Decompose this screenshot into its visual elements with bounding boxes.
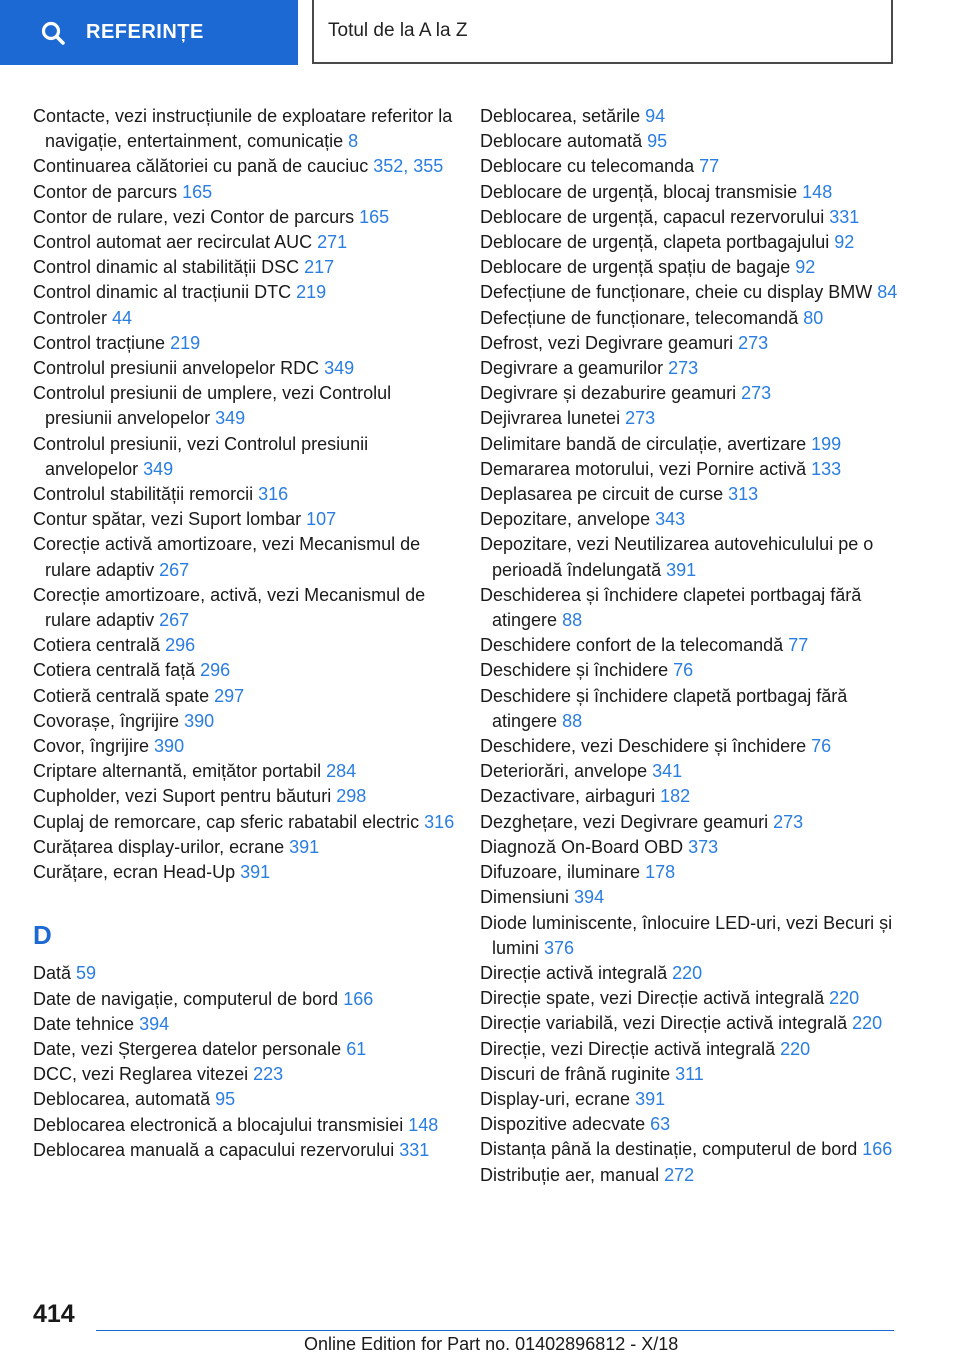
page-link[interactable]: 349 [143,458,174,479]
index-entry [33,381,463,431]
page-link[interactable]: 92 [795,257,816,278]
page-link[interactable]: 296 [200,660,231,681]
entry-text: Diagnoză On-Board OBD [480,836,689,857]
page-link[interactable]: 341 [652,761,683,782]
entry-text: Controlul presiunii de umplere, vezi Controlul presiunii anvelopelor [33,383,392,429]
page-link[interactable]: 95 [647,131,668,152]
entry-text: DCC, vezi Reglarea vitezei [33,1064,254,1085]
page-link[interactable]: 217 [304,257,335,278]
index-entry [480,684,900,734]
entry-text: Curățarea display-urilor, ecrane [33,836,290,857]
page-link[interactable]: 88 [562,610,583,631]
index-column-left [33,104,463,1163]
page-link[interactable]: 273 [738,332,769,353]
page-link[interactable]: 178 [645,862,676,883]
index-entry [480,406,900,431]
index-entry [33,684,463,709]
index-entry [480,331,900,356]
entry-text: Cotiera centrală față [33,660,201,681]
entry-text: Date, vezi Ștergerea datelor personale [33,1038,347,1059]
index-entry [480,230,900,255]
entry-text: Defecțiune de funcționare, telecomandă [480,307,804,328]
page-link[interactable]: 59 [76,963,97,984]
index-entry [480,306,900,331]
index-entry [33,154,463,179]
page-link[interactable]: 298 [336,786,367,807]
page-link[interactable]: 273 [741,383,772,404]
entry-text: Deblocare automată [480,131,648,152]
page-link[interactable]: 349 [324,358,355,379]
page-link[interactable]: 219 [296,282,327,303]
entry-text: Contor de parcurs [33,181,183,202]
index-entry [480,911,900,961]
page-link[interactable]: 77 [699,156,720,177]
search-icon [40,20,66,46]
index-entry [33,180,463,205]
entry-text: Deblocare de urgență spațiu de bagaje [480,257,796,278]
index-entry [480,658,900,683]
page-link[interactable]: 391 [240,862,271,883]
index-entry [480,1062,900,1087]
page-link[interactable]: 165 [182,181,213,202]
page-link[interactable]: 61 [346,1038,367,1059]
index-entry [33,280,463,305]
page-link[interactable]: 273 [625,408,656,429]
index-entry [33,104,463,154]
entry-text: Deblocarea, setările [480,106,646,126]
entry-text: Delimitare bandă de circulație, avertizare [480,433,812,454]
entry-text: Direcție, vezi Direcție activă integrală [480,1038,781,1059]
index-entry [33,1138,463,1163]
tab-references[interactable] [0,0,298,65]
entry-text: Cotiera centrală [33,635,166,656]
entry-text: Deblocare de urgență, blocaj transmisie [480,181,803,202]
entry-text: Criptare alternantă, emițător portabil [33,761,327,782]
page-link[interactable]: 219 [170,332,201,353]
entry-text: Distribuție aer, manual [480,1164,665,1185]
index-entry [33,306,463,331]
index-entry [33,1087,463,1112]
index-entry [480,583,900,633]
index-entry [480,104,900,129]
tab-label: REFERINȚE [86,21,204,43]
index-entry [480,482,900,507]
breadcrumb-label: Totul de la A la Z [328,20,468,41]
page-link[interactable]: 331 [829,206,860,227]
entry-text: Cotieră centrală spate [33,685,215,706]
page-link[interactable]: 316 [424,811,455,832]
entry-text: Control dinamic al tracțiunii DTC [33,282,297,303]
entry-text: Defrost, vezi Degivrare geamuri [480,332,739,353]
edition-footer: Online Edition for Part no. 01402896812 - X/18 [304,1334,679,1354]
index-entry [33,1113,463,1138]
page-link[interactable]: 166 [343,988,374,1009]
page-link[interactable]: 88 [562,710,583,731]
page-link[interactable]: 92 [834,232,855,253]
page-link[interactable]: 44 [112,307,133,328]
page-link[interactable]: 352, 355 [373,156,444,177]
entry-text: Controlul presiunii, vezi Controlul presiunii anvelopelor [33,433,369,479]
page-link[interactable]: 220 [829,988,860,1009]
page-link[interactable]: 107 [306,509,337,530]
page-link[interactable]: 94 [645,106,666,126]
index-entry [33,709,463,734]
page-link[interactable]: 390 [154,736,185,757]
entry-text: Direcție spate, vezi Direcție activă integrală [480,988,830,1009]
page-link[interactable]: 77 [788,635,809,656]
page-link[interactable]: 391 [635,1088,666,1109]
page-link[interactable]: 273 [773,811,804,832]
page-link[interactable]: 273 [668,358,699,379]
index-list-d [33,961,463,1163]
index-entry [480,1112,900,1137]
index-entry [480,457,900,482]
index-entry [480,154,900,179]
entry-text: Date de navigație, computerul de bord [33,988,344,1009]
entry-text: Curățare, ecran Head-Up [33,862,241,883]
index-entry [33,734,463,759]
entry-text: Continuarea călătoriei cu pană de cauciuc [33,156,374,177]
index-entry [480,180,900,205]
entry-text: Degivrare și dezaburire geamuri [480,383,742,404]
entry-text: Deblocarea manuală a capacului rezervorului [33,1139,400,1160]
index-entry [480,381,900,406]
page-link[interactable]: 297 [214,685,245,706]
index-entry [480,280,900,305]
header [0,0,960,66]
entry-text: Control automat aer recirculat AUC [33,232,318,253]
page-link[interactable]: 343 [655,509,686,530]
page-link[interactable]: 165 [359,206,390,227]
index-entry [480,759,900,784]
entry-text: Difuzoare, iluminare [480,862,646,883]
entry-text: Deblocare de urgență, clapeta portbagajului [480,232,835,253]
entry-text: Corecție amortizoare, activă, vezi Mecanismul de rulare adaptiv [33,584,426,631]
entry-text: Deschiderea și închidere clapetei portbagaj fără atingere [480,584,862,631]
index-entry [480,961,900,986]
entry-text: Controlul presiunii anvelopelor RDC [33,358,325,379]
page-link[interactable]: 313 [728,484,759,505]
entry-text: Distanța până la destinație, computerul de bord [480,1139,863,1160]
page-link[interactable]: 223 [253,1064,284,1085]
entry-text: Control tracțiune [33,332,171,353]
entry-text: Depozitare, vezi Neutilizarea autovehiculului pe o perioadă îndelungată [480,534,874,580]
page-link[interactable]: 271 [317,232,348,253]
section-letter: D [33,920,52,951]
index-entry [33,835,463,860]
page-link[interactable]: 376 [544,937,575,958]
page-link[interactable]: 182 [660,786,691,807]
index-entry [33,987,463,1012]
entry-text: Degivrare a geamurilor [480,358,669,379]
index-entry [33,482,463,507]
index-entry [480,255,900,280]
entry-text: Deblocare de urgență, capacul rezervorului [480,206,830,227]
index-entry [33,583,463,633]
entry-text: Cuplaj de remorcare, cap sferic rabatabil electric [33,811,425,832]
index-entry [33,230,463,255]
entry-text: Deschidere și închidere clapetă portbagaj fără atingere [480,685,848,731]
section-gap [33,953,463,961]
entry-text: Deplasarea pe circuit de curse [480,484,729,505]
page-link[interactable]: 76 [811,736,832,757]
entry-text: Deschidere și închidere [480,660,674,681]
index-entry [480,885,900,910]
page-link[interactable]: 272 [664,1164,695,1185]
entry-text: Contacte, vezi instrucțiunile de exploatare referitor la navigație, entertainment, comunicație [33,106,453,152]
index-entry [33,784,463,809]
page-link[interactable]: 394 [139,1013,170,1034]
entry-text: Cupholder, vezi Suport pentru băuturi [33,786,337,807]
index-entry [480,1037,900,1062]
page-link[interactable]: 296 [165,635,196,656]
page-link[interactable]: 80 [803,307,824,328]
index-entry [480,1087,900,1112]
entry-text: Demararea motorului, vezi Pornire activă [480,458,812,479]
index-entry [33,255,463,280]
index-entry [33,759,463,784]
page-link[interactable]: 311 [675,1063,704,1084]
index-entry [33,860,463,885]
index-entry [480,532,900,582]
index-entry [480,356,900,381]
index-entry [480,835,900,860]
page-link[interactable]: 8 [348,131,359,152]
index-list-right [480,104,900,1188]
index-entry [33,432,463,482]
page-link[interactable]: 84 [877,282,898,303]
entry-text: Date tehnice [33,1013,140,1034]
entry-text: Dată [33,963,77,984]
page-link[interactable]: 284 [326,761,357,782]
entry-text: Diode luminiscente, înlocuire LED-uri, vezi Becuri și lumini [480,912,893,958]
page-link[interactable]: 148 [802,181,833,202]
breadcrumb[interactable] [312,0,893,64]
page-link[interactable]: 220 [780,1038,811,1059]
index-entry [33,1037,463,1062]
index-entry [33,1012,463,1037]
index-entry [480,1011,900,1036]
index-column-right [480,104,900,1188]
index-entry [33,633,463,658]
index-entry [33,532,463,582]
entry-text: Depozitare, anvelope [480,509,656,530]
entry-text: Deblocarea electronică a blocajului transmisiei [33,1114,409,1135]
entry-text: Dezghețare, vezi Degivrare geamuri [480,811,774,832]
entry-text: Deteriorări, anvelope [480,761,653,782]
entry-text: Discuri de frână ruginite [480,1063,676,1084]
index-entry [33,1062,463,1087]
entry-text: Contur spătar, vezi Suport lombar [33,509,307,530]
page-link[interactable]: 220 [672,962,703,983]
entry-text: Controler [33,307,113,328]
page-link[interactable]: 391 [666,559,697,580]
page-link[interactable]: 76 [673,660,694,681]
page-link[interactable]: 316 [258,484,289,505]
page-link[interactable]: 267 [159,610,190,631]
page-link[interactable]: 199 [811,433,842,454]
page-link[interactable]: 166 [862,1139,893,1160]
page-link[interactable]: 220 [852,1013,883,1034]
index-entry [480,129,900,154]
index-entry [480,784,900,809]
page-link[interactable]: 349 [215,408,246,429]
index-entry [480,986,900,1011]
entry-text: Direcție variabilă, vezi Direcție activă integrală [480,1013,853,1034]
entry-text: Defecțiune de funcționare, cheie cu display BMW [480,282,878,303]
index-entry [480,1163,900,1188]
entry-text: Dimensiuni [480,887,575,908]
index-entry [480,860,900,885]
entry-text: Deblocarea, automată [33,1089,216,1110]
entry-text: Deblocare cu telecomanda [480,156,700,177]
page-link[interactable]: 148 [408,1114,439,1135]
page-link[interactable]: 390 [184,710,215,731]
entry-text: Contor de rulare, vezi Contor de parcurs [33,206,360,227]
entry-text: Covorașe, îngrijire [33,710,185,731]
entry-text: Direcție activă integrală [480,962,673,983]
index-entry [480,1137,900,1162]
entry-text: Dezactivare, airbaguri [480,786,661,807]
index-entry [480,432,900,457]
entry-text: Control dinamic al stabilității DSC [33,257,305,278]
index-entry [480,810,900,835]
entry-text: Covor, îngrijire [33,736,155,757]
index-entry [480,633,900,658]
page-link[interactable]: 95 [215,1089,236,1110]
page-link[interactable]: 63 [650,1114,671,1135]
entry-text: Controlul stabilității remorcii [33,484,259,505]
footer-divider [96,1330,894,1331]
page-number: 414 [33,1300,75,1328]
entry-text: Deschidere, vezi Deschidere și închidere [480,736,812,757]
index-entry [480,507,900,532]
index-list-c [33,104,463,885]
entry-text: Deschidere confort de la telecomandă [480,635,789,656]
entry-text: Corecție activă amortizoare, vezi Mecanismul de rulare adaptiv [33,534,421,580]
index-entry [33,961,463,986]
entry-text: Dejivrarea lunetei [480,408,626,429]
entry-text: Display-uri, ecrane [480,1088,636,1109]
index-entry [33,810,463,835]
index-entry [33,356,463,381]
entry-text: Dispozitive adecvate [480,1114,651,1135]
page-link[interactable]: 373 [688,836,719,857]
index-entry [480,205,900,230]
page-link[interactable]: 133 [811,458,842,479]
page-link[interactable]: 394 [574,887,605,908]
index-entry [480,734,900,759]
index-entry [33,658,463,683]
page-link[interactable]: 391 [289,836,320,857]
index-entry [33,331,463,356]
index-entry [33,205,463,230]
page-link[interactable]: 331 [399,1139,430,1160]
page-link[interactable]: 267 [159,559,190,580]
index-entry [33,507,463,532]
